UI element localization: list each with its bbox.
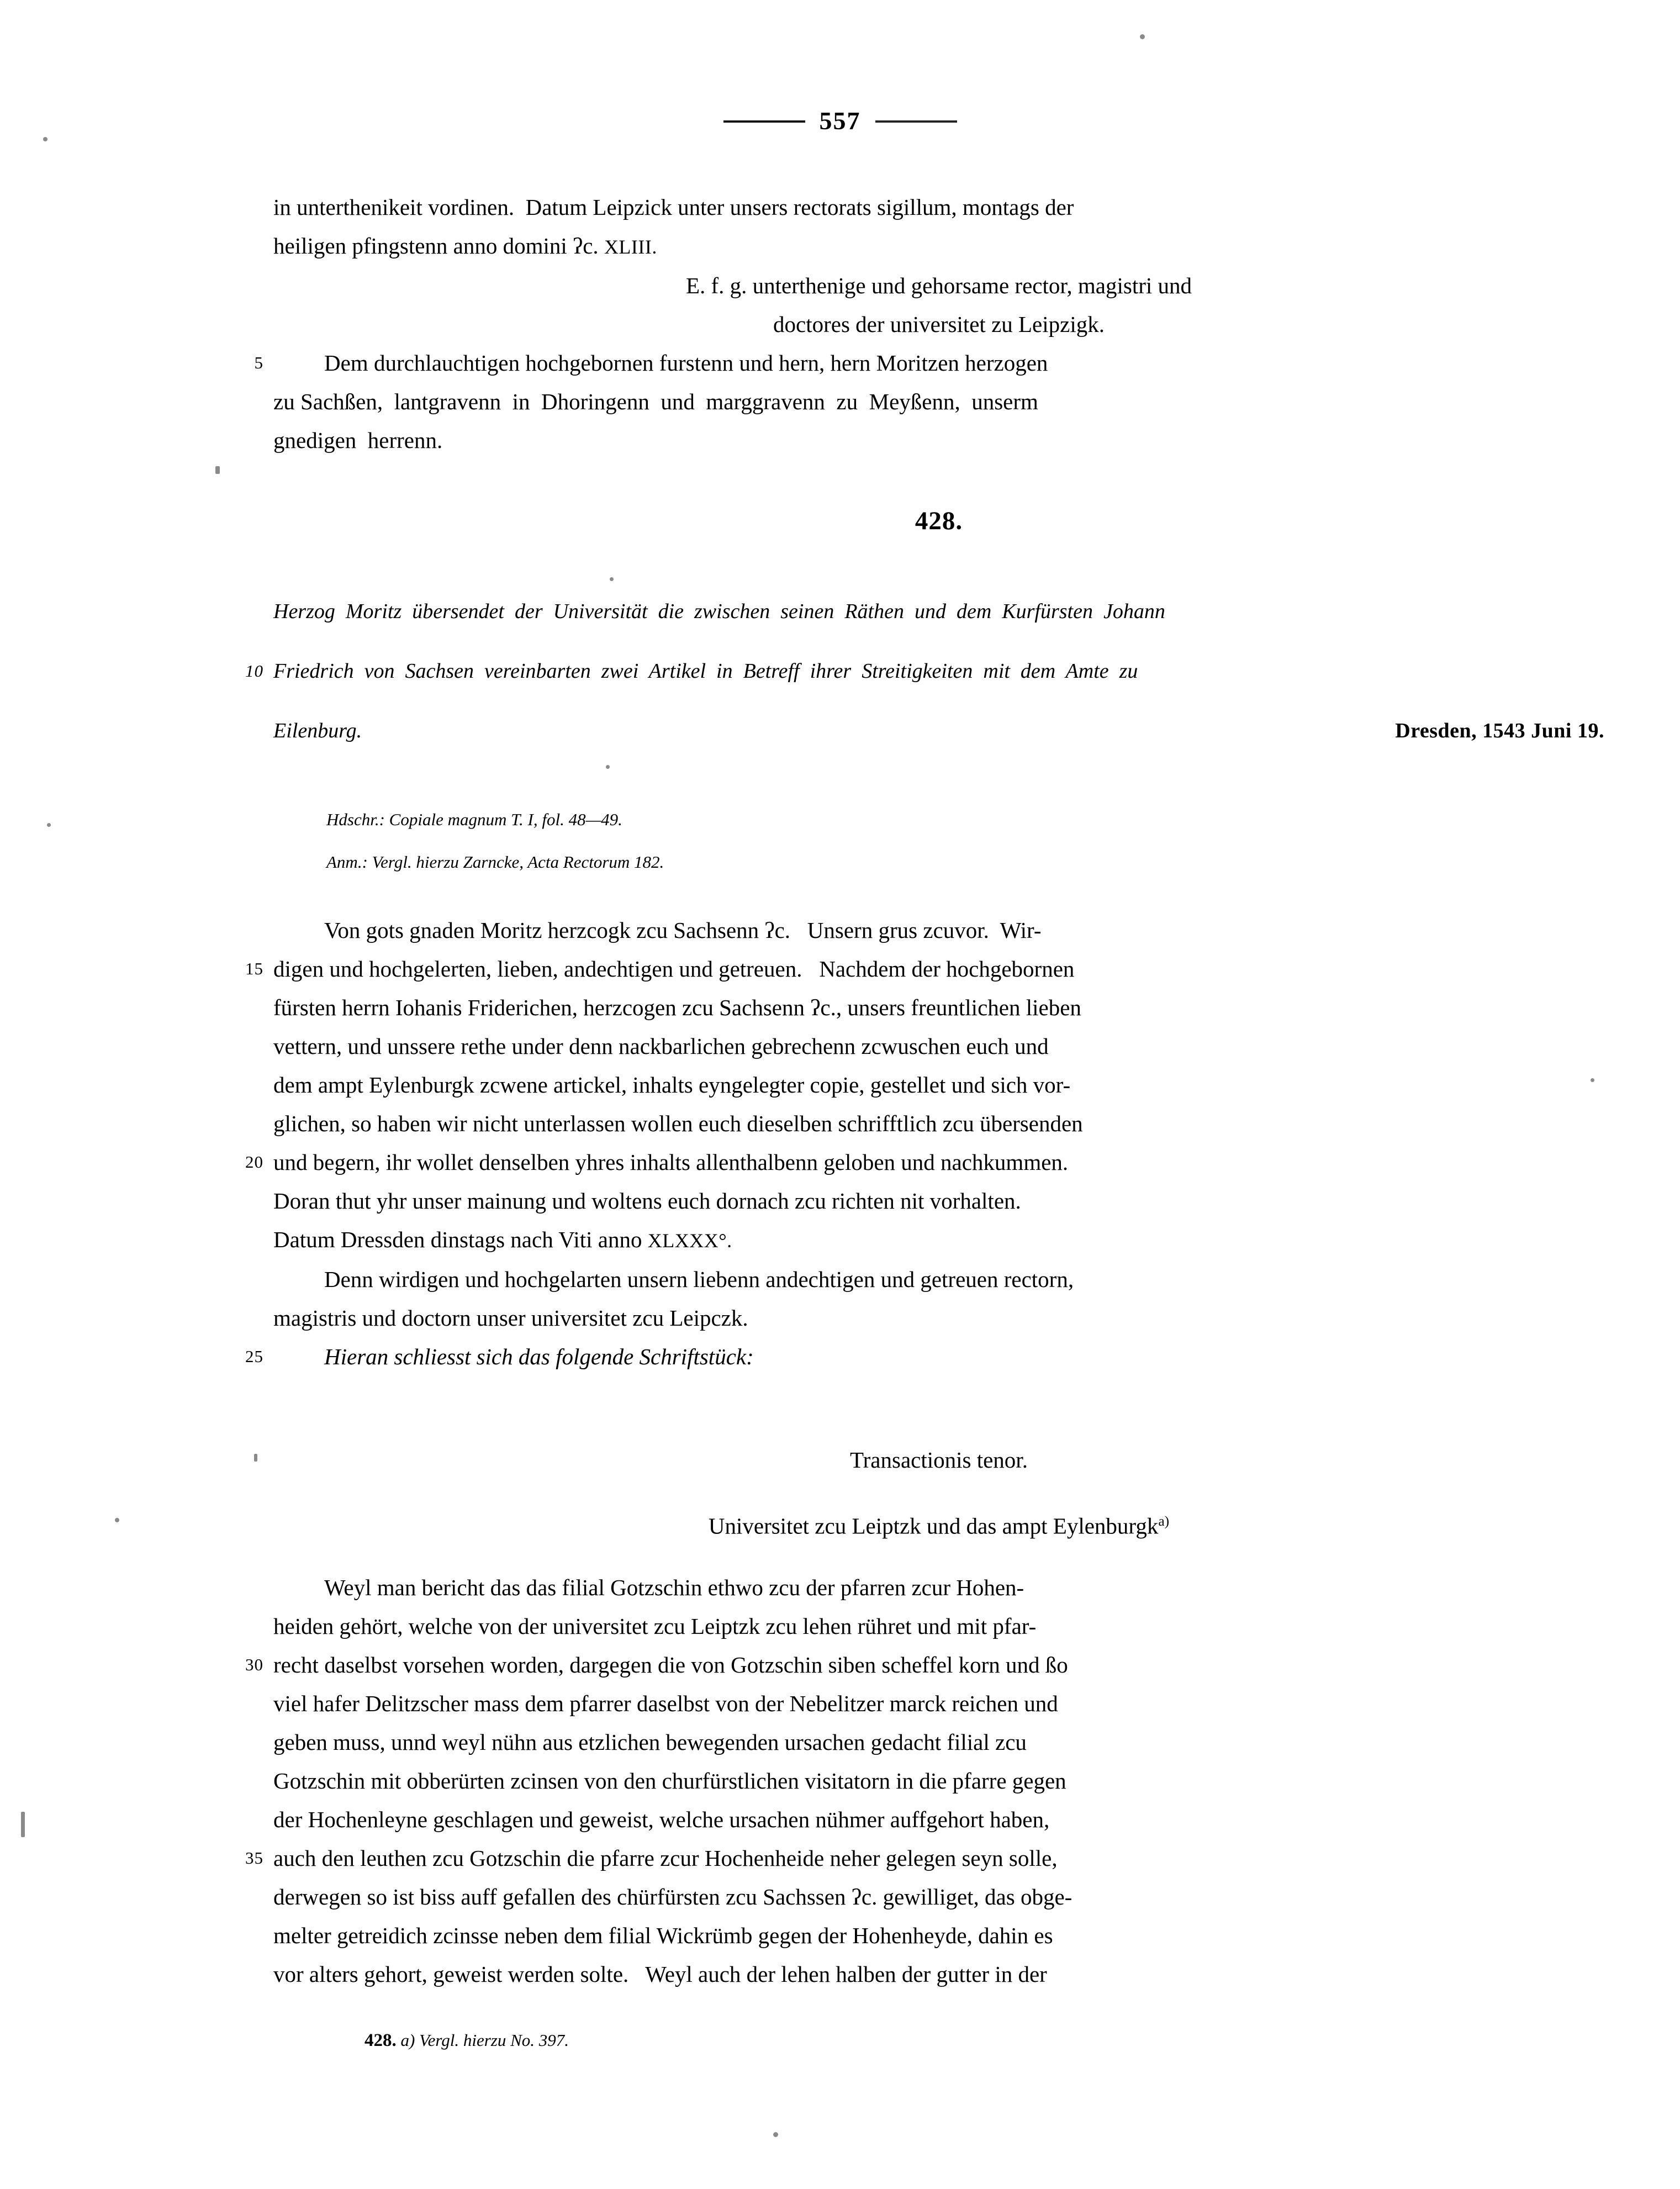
- regest-line: [273, 711, 1604, 750]
- scan-speckle: [1140, 34, 1145, 39]
- letter-line: [273, 226, 1604, 266]
- transaction-line-text: der Hochenleyne geschlagen und geweist, welche ursachen nühmer auffgehort haben,: [273, 1806, 1050, 1832]
- running-head: [0, 108, 1680, 134]
- body-line: [273, 1260, 1604, 1299]
- transaction-line-text: melter getreidich zcinsse neben dem filial Wickrümb gegen der Hohenheyde, dahin es: [273, 1922, 1053, 1948]
- footnote-text: Vergl. hierzu No. 397.: [419, 2030, 569, 2050]
- transaction-line-text: geben muss, unnd weyl nühn aus etzlichen bewegenden ursachen gedacht filial zcu: [273, 1729, 1027, 1755]
- transaction-line: [273, 1723, 1604, 1761]
- transaction-heading: Transactionis tenor.: [850, 1447, 1028, 1473]
- head-rule-left: [723, 120, 805, 123]
- section-number: 428.: [915, 507, 963, 535]
- source-note-manuscript: Hdschr.: Copiale magnum T. I, fol. 48—49.: [326, 810, 622, 829]
- body-line-text: und begern, ihr wollet denselben yhres inhalts allenthalbenn geloben und nachkummen.: [273, 1149, 1069, 1175]
- body-line: [245, 950, 1604, 988]
- line-number-10: 10: [245, 661, 263, 681]
- transaction-line: [273, 1684, 1604, 1723]
- body-line-text: fürsten herrn Iohanis Friderichen, herzcogen zcu Sachsenn ʔc., unsers freuntlichen lieben: [273, 995, 1081, 1020]
- transaction-line-text: auch den leuthen zcu Gotzschin die pfarre zcur Hochenheide neher gelegen seyn solle,: [273, 1845, 1058, 1871]
- regest-text: Eilenburg.: [273, 719, 362, 742]
- text-body: [245, 188, 1604, 1993]
- scan-speckle: [215, 466, 220, 474]
- body-line: [273, 1066, 1604, 1104]
- transaction-line: [245, 1839, 1604, 1877]
- body-line-text: Doran thut yhr unser mainung und woltens euch dornach zcu richten nit vorhalten.: [273, 1188, 1021, 1214]
- editor-note-text: Hieran schliesst sich das folgende Schriftstück:: [324, 1344, 754, 1369]
- scan-speckle: [254, 1454, 257, 1462]
- datum-roman-numeral: XLXXX°.: [647, 1230, 732, 1252]
- letter-signature-text: E. f. g. unterthenige und gehorsame rector, magistri und: [685, 273, 1192, 298]
- transaction-line: [245, 1645, 1604, 1684]
- letter-line-text: heiligen pfingstenn anno domini ʔc.: [273, 233, 604, 259]
- line-number-5: 5: [254, 353, 263, 372]
- transaction-line: [273, 1800, 1604, 1839]
- body-line: [273, 988, 1604, 1027]
- footnote-marker: a): [400, 2030, 415, 2050]
- transaction-line-text: Gotzschin mit obberürten zcinsen von den churfürstlichen visitatorn in die pfarre gegen: [273, 1768, 1066, 1794]
- address-line: [273, 421, 1604, 460]
- transaction-line-text: Weyl man bericht das das filial Gotzschin ethwo zcu der pfarren zcur Hohen-: [324, 1574, 1024, 1600]
- letter-signature-line: [273, 305, 1604, 344]
- transaction-line: [273, 1607, 1604, 1645]
- scan-speckle: [21, 1812, 25, 1837]
- line-number-25: 25: [245, 1347, 263, 1366]
- transaction-line: [273, 1955, 1604, 1993]
- body-line-text: Datum Dressden dinstags nach Viti anno: [273, 1227, 648, 1252]
- page-number: 557: [819, 107, 861, 135]
- section-gap: [273, 892, 1604, 911]
- scan-speckle: [773, 2132, 778, 2137]
- letter-line-text: in unterthenikeit vordinen. Datum Leipzick unter unsers rectorats sigillum, montags der: [273, 194, 1074, 220]
- line-number-35: 35: [245, 1848, 263, 1868]
- transaction-line-text: heiden gehört, welche von der universitet zcu Leiptzk zcu lehen rühret und mit pfar-: [273, 1613, 1037, 1639]
- footnote-section-number: 428.: [364, 2030, 397, 2050]
- address-line-text: zu Sachßen, lantgravenn in Dhoringenn und marggravenn zu Meyßenn, unserm: [273, 389, 1038, 414]
- body-line-text: glichen, so haben wir nicht unterlassen wollen euch dieselben schrifftlich zcu übersenden: [273, 1111, 1083, 1136]
- transaction-line-text: recht daselbst vorsehen worden, dargegen die von Gotzschin siben scheffel korn und ßo: [273, 1652, 1068, 1678]
- transaction-line-text: viel hafer Delitzscher mass dem pfarrer daselbst von der Nebelitzer marck reichen und: [273, 1690, 1058, 1716]
- transaction-line: [273, 1877, 1604, 1916]
- line-number-15: 15: [245, 959, 263, 978]
- line-number-30: 30: [245, 1654, 263, 1674]
- body-line: [273, 1299, 1604, 1337]
- body-line-text: magistris und doctorn unser universitet zcu Leipczk.: [273, 1305, 748, 1331]
- document-date: Dresden, 1543 Juni 19.: [1395, 719, 1604, 742]
- body-line: [273, 1181, 1604, 1220]
- roman-numeral: XLIII.: [604, 236, 657, 258]
- source-note-annotation: Anm.: Vergl. hierzu Zarncke, Acta Rectorum 182.: [326, 852, 664, 872]
- scan-speckle: [47, 823, 51, 827]
- section-gap: [273, 771, 1604, 790]
- body-line-text: digen und hochgelerten, lieben, andechtigen und getreuen. Nachdem der hochgebornen: [273, 956, 1075, 982]
- body-line: [273, 1220, 1604, 1260]
- body-line-text: Denn wirdigen und hochgelarten unsern liebenn andechtigen und getreuen rectorn,: [324, 1267, 1074, 1292]
- regest-text: Friedrich von Sachsen vereinbarten zwei Artikel in Betreff ihrer Streitigkeiten mit dem Amte zu: [273, 660, 1138, 683]
- transaction-subheading: [273, 1502, 1604, 1546]
- body-line: [245, 1143, 1604, 1181]
- section-gap: [273, 1376, 1604, 1418]
- address-line: [254, 344, 1604, 382]
- address-line-text: gnedigen herrenn.: [273, 428, 443, 453]
- address-line: [273, 382, 1604, 421]
- transaction-line: [273, 1761, 1604, 1800]
- transaction-line-text: vor alters gehort, geweist werden solte. Weyl auch der lehen halben der gutter in der: [273, 1961, 1047, 1987]
- transaction-line: [273, 1568, 1604, 1607]
- scan-speckle: [43, 137, 47, 141]
- transaction-line-text: derwegen so ist biss auff gefallen des chürfürsten zcu Sachssen ʔc. gewilliget, das obge-: [273, 1884, 1073, 1910]
- address-line-text: Dem durchlauchtigen hochgebornen furstenn und hern, hern Moritzen herzogen: [324, 350, 1048, 376]
- regest-text: Herzog Moritz übersendet der Universität die zwischen seinen Räthen und dem Kurfürsten Johann: [273, 600, 1165, 623]
- footnote: [364, 2028, 569, 2053]
- regest-line: [245, 652, 1604, 690]
- letter-line: [273, 188, 1604, 226]
- letter-signature-text: doctores der universitet zu Leipzigk.: [773, 312, 1105, 337]
- editor-note-line: [245, 1337, 1604, 1376]
- body-line-text: vettern, und unssere rethe under denn nackbarlichen gebrechenn zcwuschen euch und: [273, 1033, 1049, 1059]
- transaction-subheading-text: Universitet zcu Leiptzk und das ampt Eylenburgk: [708, 1513, 1159, 1539]
- section-gap: [273, 460, 1604, 502]
- body-line-text: Von gots gnaden Moritz herzcogk zcu Sachsenn ʔc. Unsern grus zcuvor. Wir-: [324, 917, 1042, 943]
- footnote-marker: a): [1158, 1513, 1170, 1529]
- body-line-text: dem ampt Eylenburgk zcwene artickel, inhalts eyngelegter copie, gestellet und sich vor-: [273, 1072, 1071, 1098]
- body-line: [273, 911, 1604, 950]
- regest-line: [273, 592, 1604, 631]
- transaction-line: [273, 1916, 1604, 1955]
- body-line: [273, 1027, 1604, 1066]
- line-number-20: 20: [245, 1152, 263, 1172]
- scan-speckle: [115, 1518, 119, 1522]
- head-rule-right: [875, 120, 957, 123]
- body-line: [273, 1104, 1604, 1143]
- letter-signature-line: [273, 266, 1604, 305]
- section-gap: [273, 540, 1604, 571]
